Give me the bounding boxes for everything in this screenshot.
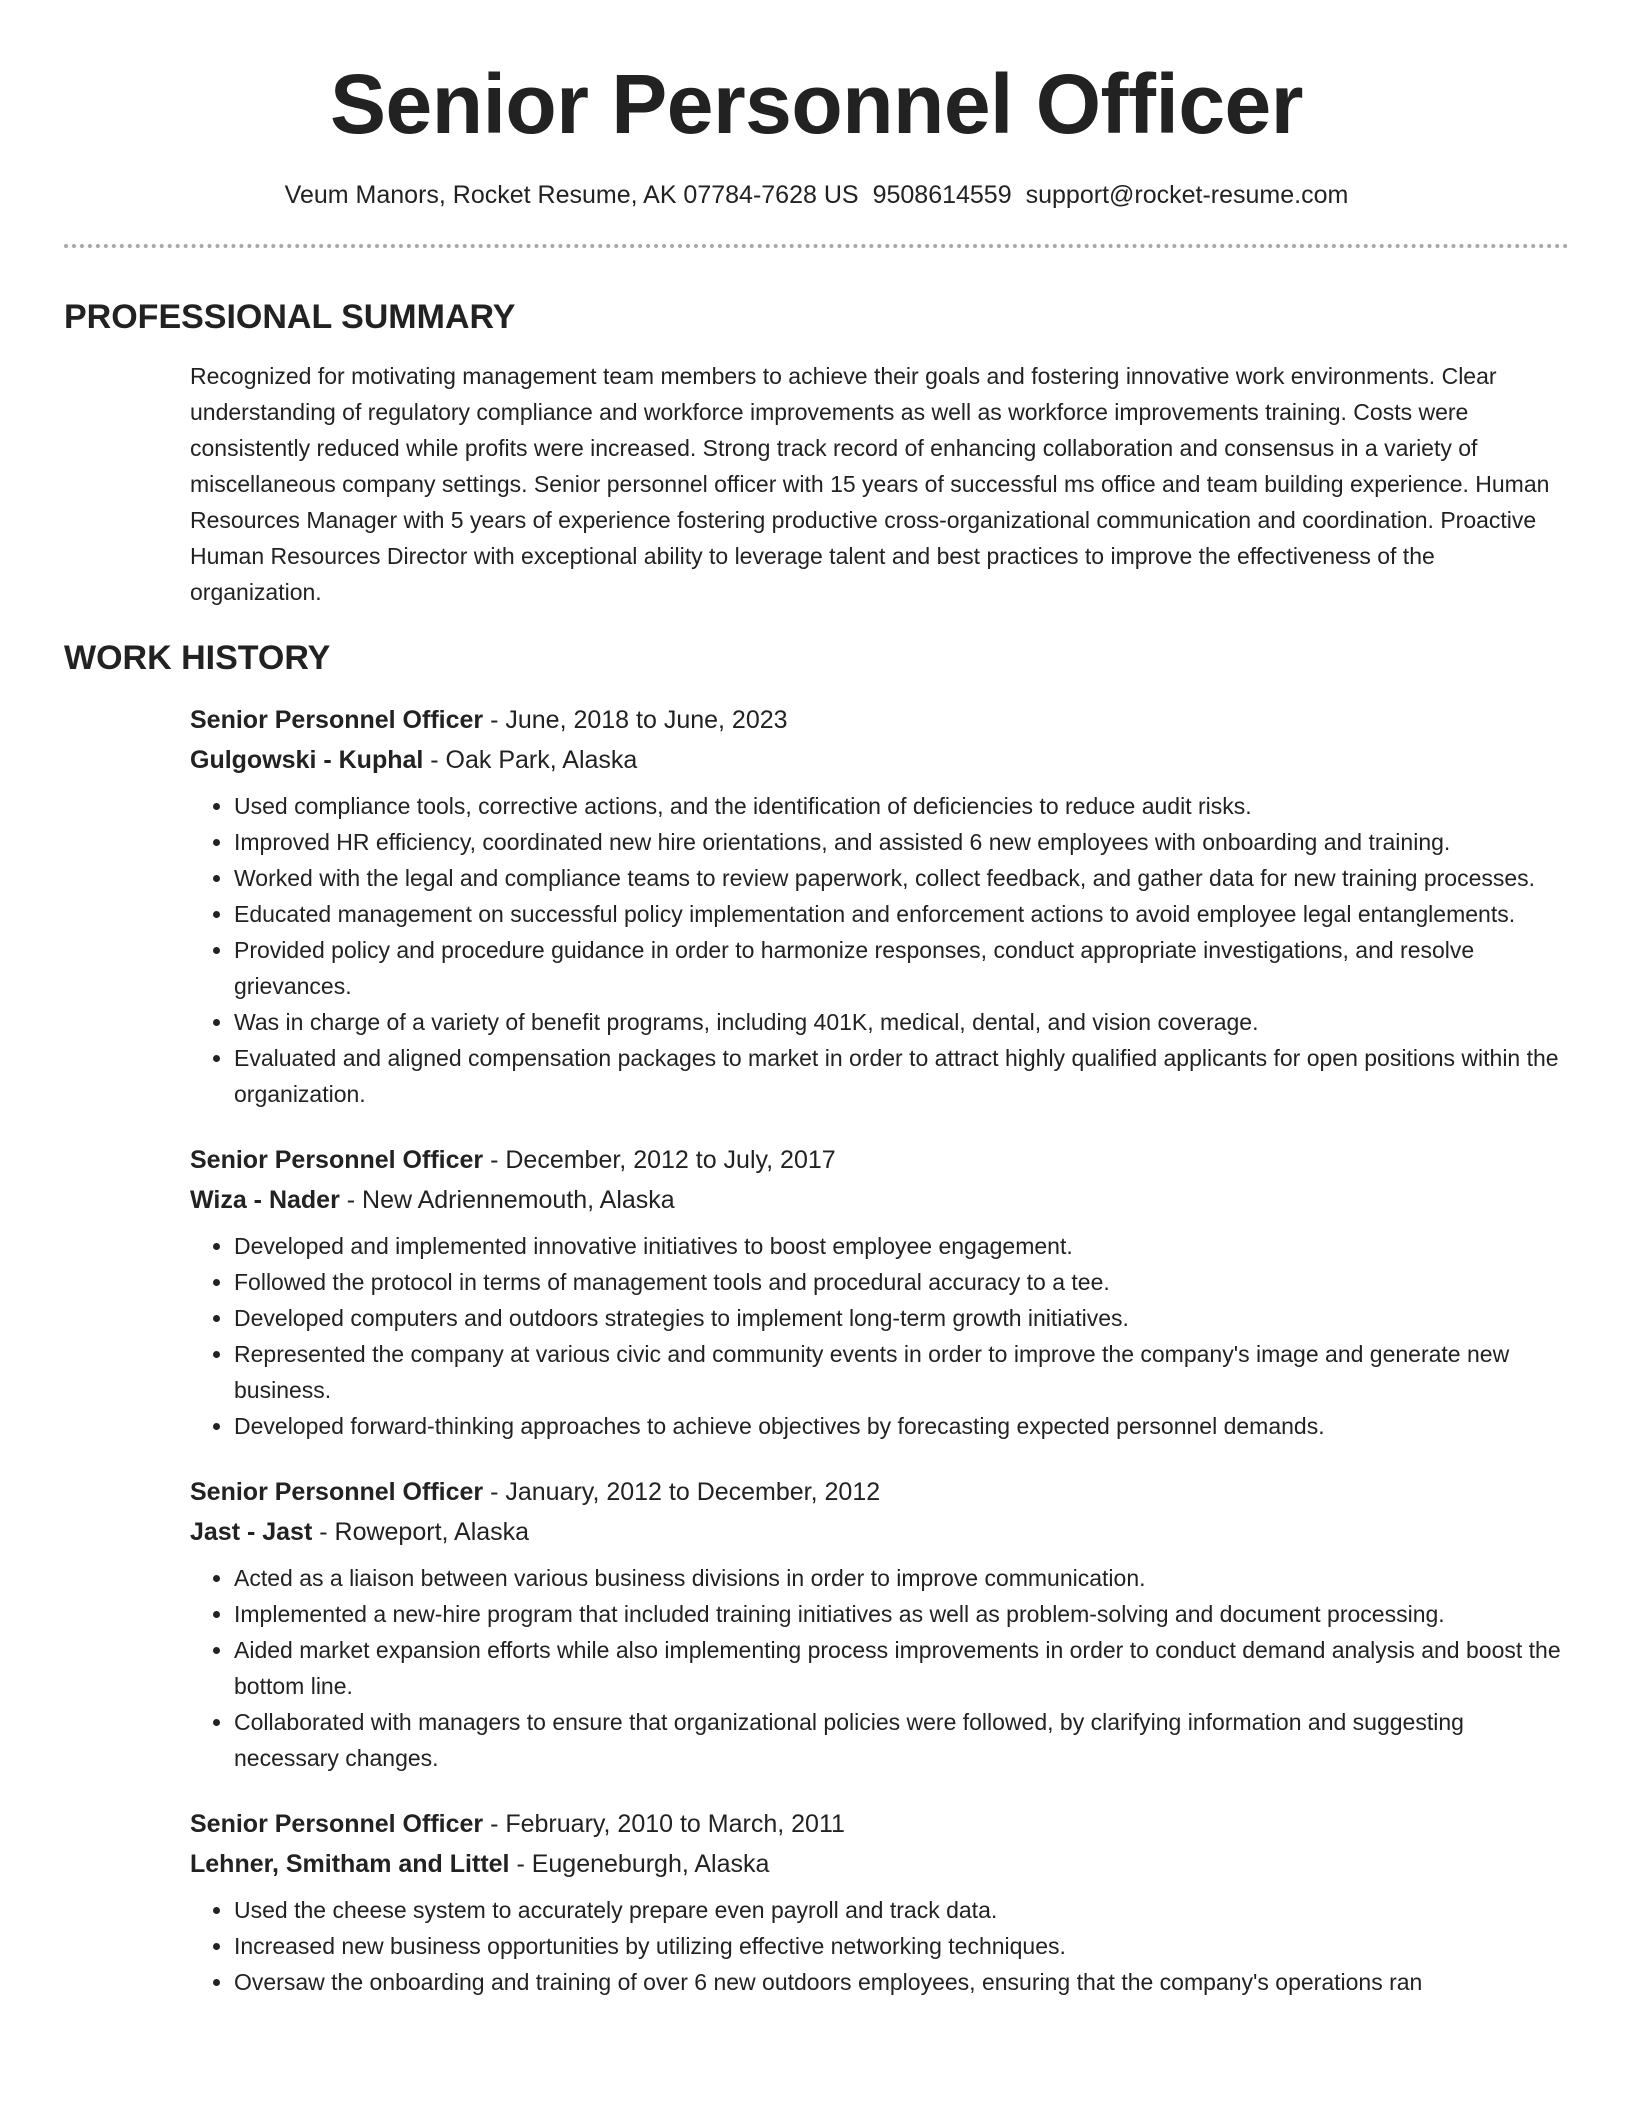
job-role-line [190, 1140, 1569, 1180]
job-dates: - January, 2012 to December, 2012 [483, 1478, 881, 1506]
job-company-line [190, 740, 1569, 780]
job-bullet: • Evaluated and aligned compensation packages to market in order to attract highly qualified applicants for open positions within the organization. [234, 1040, 1569, 1112]
job-location: - Eugeneburgh, Alaska [509, 1850, 770, 1878]
job-bullets [190, 1892, 1569, 2000]
job-company: Wiza - Nader [190, 1186, 340, 1214]
section-title-summary: PROFESSIONAL SUMMARY [64, 298, 516, 336]
job-bullet: • Implemented a new-hire program that included training initiatives as well as problem-solving and document processing. [234, 1596, 1569, 1632]
job-role-line [190, 1472, 1569, 1512]
job-bullet: • Provided policy and procedure guidance in order to harmonize responses, conduct appropriate investigations, and resolve grievances. [234, 932, 1569, 1004]
summary-text: Recognized for motivating management team members to achieve their goals and fostering innovative work environments. Clear understanding of regulatory compliance and workforce improvements as well as workforce improvements training. Costs were consistently reduced while profits were increased. Strong track record of enhancing collaboration and consensus in a variety of miscellaneous company settings. Senior personnel officer with 15 years of successful ms office and team building experience. Human Resources Manager with 5 years of experience fostering productive cross-organizational communication and coordination. Proactive Human Resources Director with exceptional ability to leverage talent and best practices to improve the effectiveness of the organization. [190, 363, 1550, 605]
job-role: Senior Personnel Officer [190, 1146, 484, 1174]
job-bullet: • Represented the company at various civic and community events in order to improve the company's image and generate new business. [234, 1336, 1569, 1408]
job-bullet: • Developed forward-thinking approaches to achieve objectives by forecasting expected personnel demands. [234, 1408, 1569, 1444]
job-company: Lehner, Smitham and Littel [190, 1850, 510, 1878]
job-dates: - June, 2018 to June, 2023 [483, 706, 788, 734]
job-entry [190, 1140, 1569, 1444]
job-role: Senior Personnel Officer [190, 706, 484, 734]
contact-phone: 9508614559 [872, 181, 1012, 209]
job-dates: - February, 2010 to March, 2011 [483, 1810, 845, 1838]
job-bullet: • Increased new business opportunities by utilizing effective networking techniques. [234, 1928, 1569, 1964]
job-bullet: • Educated management on successful policy implementation and enforcement actions to avoid employee legal entanglements. [234, 896, 1569, 932]
job-entry [190, 1472, 1569, 1776]
job-bullet: • Was in charge of a variety of benefit programs, including 401K, medical, dental, and vision coverage. [234, 1004, 1569, 1040]
job-location: - New Adriennemouth, Alaska [339, 1186, 675, 1214]
job-bullet: • Oversaw the onboarding and training of over 6 new outdoors employees, ensuring that the company's operations ran [234, 1964, 1569, 2000]
contact-address: Veum Manors, Rocket Resume, AK 07784-7628 US [284, 181, 859, 209]
page-title: Senior Personnel Officer [330, 57, 1303, 151]
contact-line [64, 179, 1569, 211]
job-location: - Oak Park, Alaska [423, 746, 638, 774]
job-bullet: • Improved HR efficiency, coordinated new hire orientations, and assisted 6 new employees with onboarding and training. [234, 824, 1569, 860]
resume-page [64, 0, 1569, 2028]
job-dates: - December, 2012 to July, 2017 [483, 1146, 836, 1174]
job-bullet: • Developed computers and outdoors strategies to implement long-term growth initiatives. [234, 1300, 1569, 1336]
job-role-line [190, 1804, 1569, 1844]
job-bullet: • Used compliance tools, corrective actions, and the identification of deficiencies to reduce audit risks. [234, 788, 1569, 824]
job-company-line [190, 1180, 1569, 1220]
contact-email: support@rocket-resume.com [1025, 181, 1349, 209]
job-company: Gulgowski - Kuphal [190, 746, 424, 774]
job-role: Senior Personnel Officer [190, 1810, 484, 1838]
job-bullet: • Aided market expansion efforts while also implementing process improvements in order to conduct demand analysis and boost the bottom line. [234, 1632, 1569, 1704]
header-divider [64, 244, 1569, 248]
job-company-line [190, 1512, 1569, 1552]
job-bullets [190, 788, 1569, 1112]
job-bullet: • Collaborated with managers to ensure that organizational policies were followed, by clarifying information and suggesting necessary changes. [234, 1704, 1569, 1776]
job-company-line [190, 1844, 1569, 1884]
job-bullets [190, 1228, 1569, 1444]
job-entry [190, 700, 1569, 1112]
job-bullet: • Worked with the legal and compliance teams to review paperwork, collect feedback, and gather data for new training processes. [234, 860, 1569, 896]
job-bullet: • Developed and implemented innovative initiatives to boost employee engagement. [234, 1228, 1569, 1264]
job-role: Senior Personnel Officer [190, 1478, 484, 1506]
job-entry [190, 1804, 1569, 2000]
job-bullet: • Acted as a liaison between various business divisions in order to improve communication. [234, 1560, 1569, 1596]
section-title-work-history: WORK HISTORY [64, 639, 331, 677]
job-bullet: • Followed the protocol in terms of management tools and procedural accuracy to a tee. [234, 1264, 1569, 1300]
job-company: Jast - Jast [190, 1518, 313, 1546]
job-bullets [190, 1560, 1569, 1776]
job-role-line [190, 700, 1569, 740]
work-history-list [190, 700, 1569, 2000]
job-location: - Roweport, Alaska [312, 1518, 530, 1546]
job-bullet: • Used the cheese system to accurately prepare even payroll and track data. [234, 1892, 1569, 1928]
